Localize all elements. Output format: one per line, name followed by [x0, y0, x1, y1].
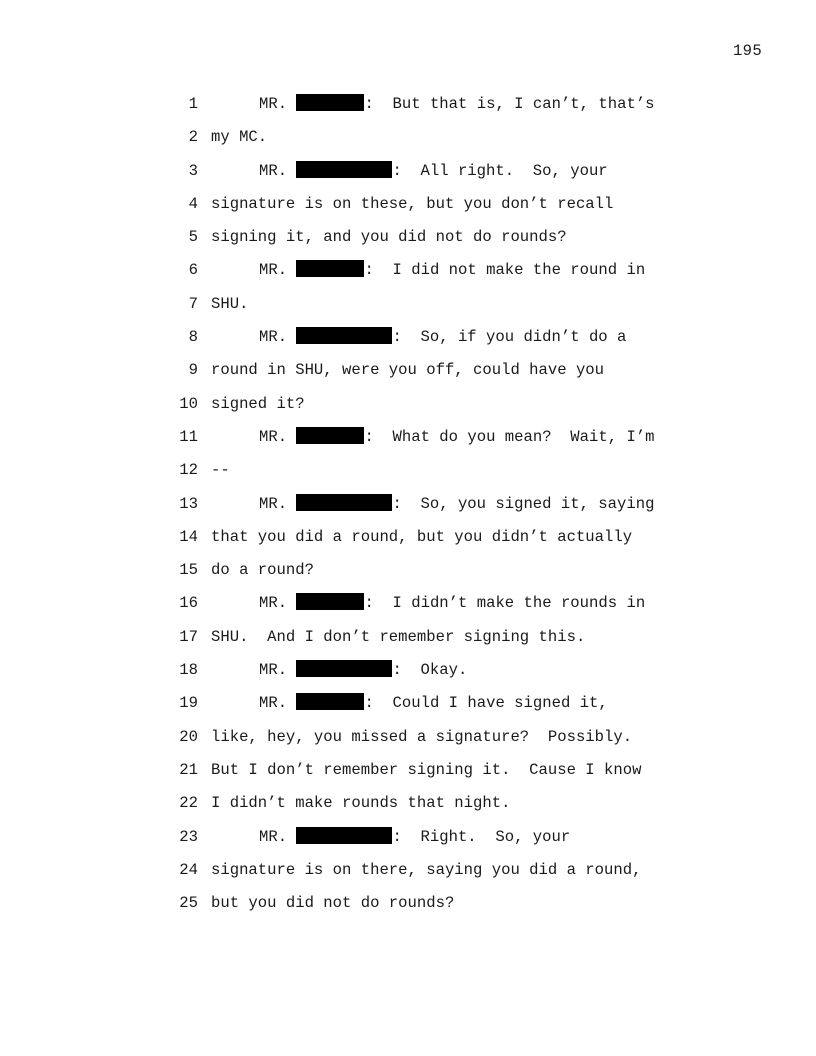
- redaction-bar: [296, 260, 364, 277]
- speech-text: : What do you mean? Wait, I’m: [364, 427, 655, 446]
- line-text: [259, 426, 655, 448]
- redaction-bar: [296, 827, 392, 844]
- speaker-label: MR.: [259, 827, 288, 846]
- speech-text: But I don’t remember signing it. Cause I know: [211, 760, 642, 779]
- speaker-label: MR.: [259, 694, 288, 713]
- redaction-bar: [296, 427, 364, 444]
- speaker-label: MR.: [259, 161, 288, 180]
- transcript-line: [170, 293, 690, 326]
- speech-text: : So, if you didn’t do a: [392, 328, 627, 347]
- speech-text: : But that is, I can’t, that’s: [364, 95, 655, 113]
- line-text: [211, 859, 641, 881]
- transcript-line: [170, 126, 690, 159]
- transcript-line: [170, 193, 690, 226]
- speech-text: : So, you signed it, saying: [392, 494, 655, 513]
- line-number: 7: [188, 294, 198, 313]
- speaker-label: MR.: [259, 328, 288, 347]
- line-text: [211, 792, 510, 814]
- speech-text: SHU.: [211, 294, 249, 313]
- line-number: 24: [179, 860, 198, 879]
- speech-text: like, hey, you missed a signature? Possibly.: [211, 727, 633, 746]
- speaker-label: MR.: [259, 427, 288, 446]
- line-text: [211, 626, 585, 648]
- line-number: 23: [179, 827, 198, 846]
- speaker-label: MR.: [259, 261, 288, 280]
- line-number: 22: [179, 794, 198, 813]
- speech-text: but you did not do rounds?: [211, 894, 455, 913]
- line-number: 9: [188, 361, 198, 380]
- transcript-line: [170, 559, 690, 592]
- speech-text: I didn’t make rounds that night.: [211, 794, 511, 813]
- line-number: 3: [188, 161, 198, 180]
- redaction-bar: [296, 693, 364, 710]
- line-number: 18: [179, 661, 198, 680]
- transcript-line: [170, 626, 690, 659]
- redaction-bar: [296, 327, 392, 344]
- line-text: [259, 160, 608, 182]
- transcript-line: [170, 359, 690, 392]
- transcript-line: [170, 259, 690, 292]
- speech-text: that you did a round, but you didn’t actually: [211, 527, 633, 546]
- line-number: 10: [179, 394, 198, 413]
- transcript-body: [170, 93, 690, 925]
- line-text: [259, 659, 467, 681]
- speaker-label: MR.: [259, 594, 288, 613]
- line-number: 13: [179, 494, 198, 513]
- speech-text: signing it, and you did not do rounds?: [211, 228, 567, 247]
- redaction-bar: [296, 494, 392, 511]
- line-number: 1: [188, 95, 198, 113]
- line-text: [259, 592, 645, 614]
- speaker-label: MR.: [259, 494, 288, 513]
- transcript-line: [170, 826, 690, 859]
- speech-text: signature is on there, saying you did a round,: [211, 860, 642, 879]
- transcript-line: [170, 393, 690, 426]
- line-text: [211, 293, 248, 315]
- line-text: [211, 892, 454, 914]
- line-text: [259, 259, 645, 281]
- line-number: 25: [179, 894, 198, 913]
- transcript-line: [170, 93, 690, 126]
- line-number: 19: [179, 694, 198, 713]
- transcript-line: [170, 459, 690, 492]
- line-text: [211, 393, 305, 415]
- transcript-line: [170, 426, 690, 459]
- line-number: 2: [188, 128, 198, 147]
- line-text: [211, 559, 314, 581]
- transcript-line: [170, 326, 690, 359]
- speech-text: : Could I have signed it,: [364, 694, 608, 713]
- speech-text: : Okay.: [392, 661, 468, 680]
- line-text: [211, 726, 632, 748]
- speech-text: --: [211, 461, 230, 480]
- line-text: [259, 326, 626, 348]
- line-number: 14: [179, 527, 198, 546]
- transcript-line: [170, 759, 690, 792]
- speech-text: : All right. So, your: [392, 161, 608, 180]
- speaker-label: MR.: [259, 95, 288, 113]
- line-text: [211, 459, 230, 481]
- line-text: [211, 193, 613, 215]
- transcript-line: [170, 493, 690, 526]
- speech-text: signature is on these, but you don’t recall: [211, 194, 614, 213]
- line-text: [211, 226, 567, 248]
- transcript-line: [170, 592, 690, 625]
- speaker-label: MR.: [259, 661, 288, 680]
- transcript-line: [170, 526, 690, 559]
- transcript-line: [170, 692, 690, 725]
- redaction-bar: [296, 94, 364, 111]
- transcript-line: [170, 892, 690, 925]
- line-number: 11: [179, 427, 198, 446]
- transcript-line: [170, 659, 690, 692]
- speech-text: SHU. And I don’t remember signing this.: [211, 627, 586, 646]
- page-number: 195: [733, 42, 762, 60]
- speech-text: signed it?: [211, 394, 305, 413]
- line-number: 20: [179, 727, 198, 746]
- line-number: 15: [179, 561, 198, 580]
- line-number: 21: [179, 760, 198, 779]
- transcript-line: [170, 859, 690, 892]
- line-number: 12: [179, 461, 198, 480]
- speech-text: round in SHU, were you off, could have you: [211, 361, 605, 380]
- line-text: [259, 826, 570, 848]
- line-text: [211, 526, 632, 548]
- line-number: 8: [188, 328, 198, 347]
- line-text: [211, 759, 641, 781]
- redaction-bar: [296, 161, 392, 178]
- line-text: [259, 493, 654, 515]
- speech-text: : I didn’t make the rounds in: [364, 594, 646, 613]
- line-number: 6: [188, 261, 198, 280]
- speech-text: my MC.: [211, 128, 268, 147]
- transcript-line: [170, 792, 690, 825]
- transcript-line: [170, 160, 690, 193]
- transcript-line: [170, 226, 690, 259]
- line-number: 4: [188, 194, 198, 213]
- redaction-bar: [296, 593, 364, 610]
- speech-text: do a round?: [211, 561, 314, 580]
- transcript-line: [170, 726, 690, 759]
- line-number: 17: [179, 627, 198, 646]
- speech-text: : I did not make the round in: [364, 261, 646, 280]
- line-number: 16: [179, 594, 198, 613]
- line-text: [211, 359, 604, 381]
- line-text: [259, 93, 655, 115]
- redaction-bar: [296, 660, 392, 677]
- line-number: 5: [188, 228, 198, 247]
- line-text: [211, 126, 267, 148]
- speech-text: : Right. So, your: [392, 827, 571, 846]
- line-text: [259, 692, 608, 714]
